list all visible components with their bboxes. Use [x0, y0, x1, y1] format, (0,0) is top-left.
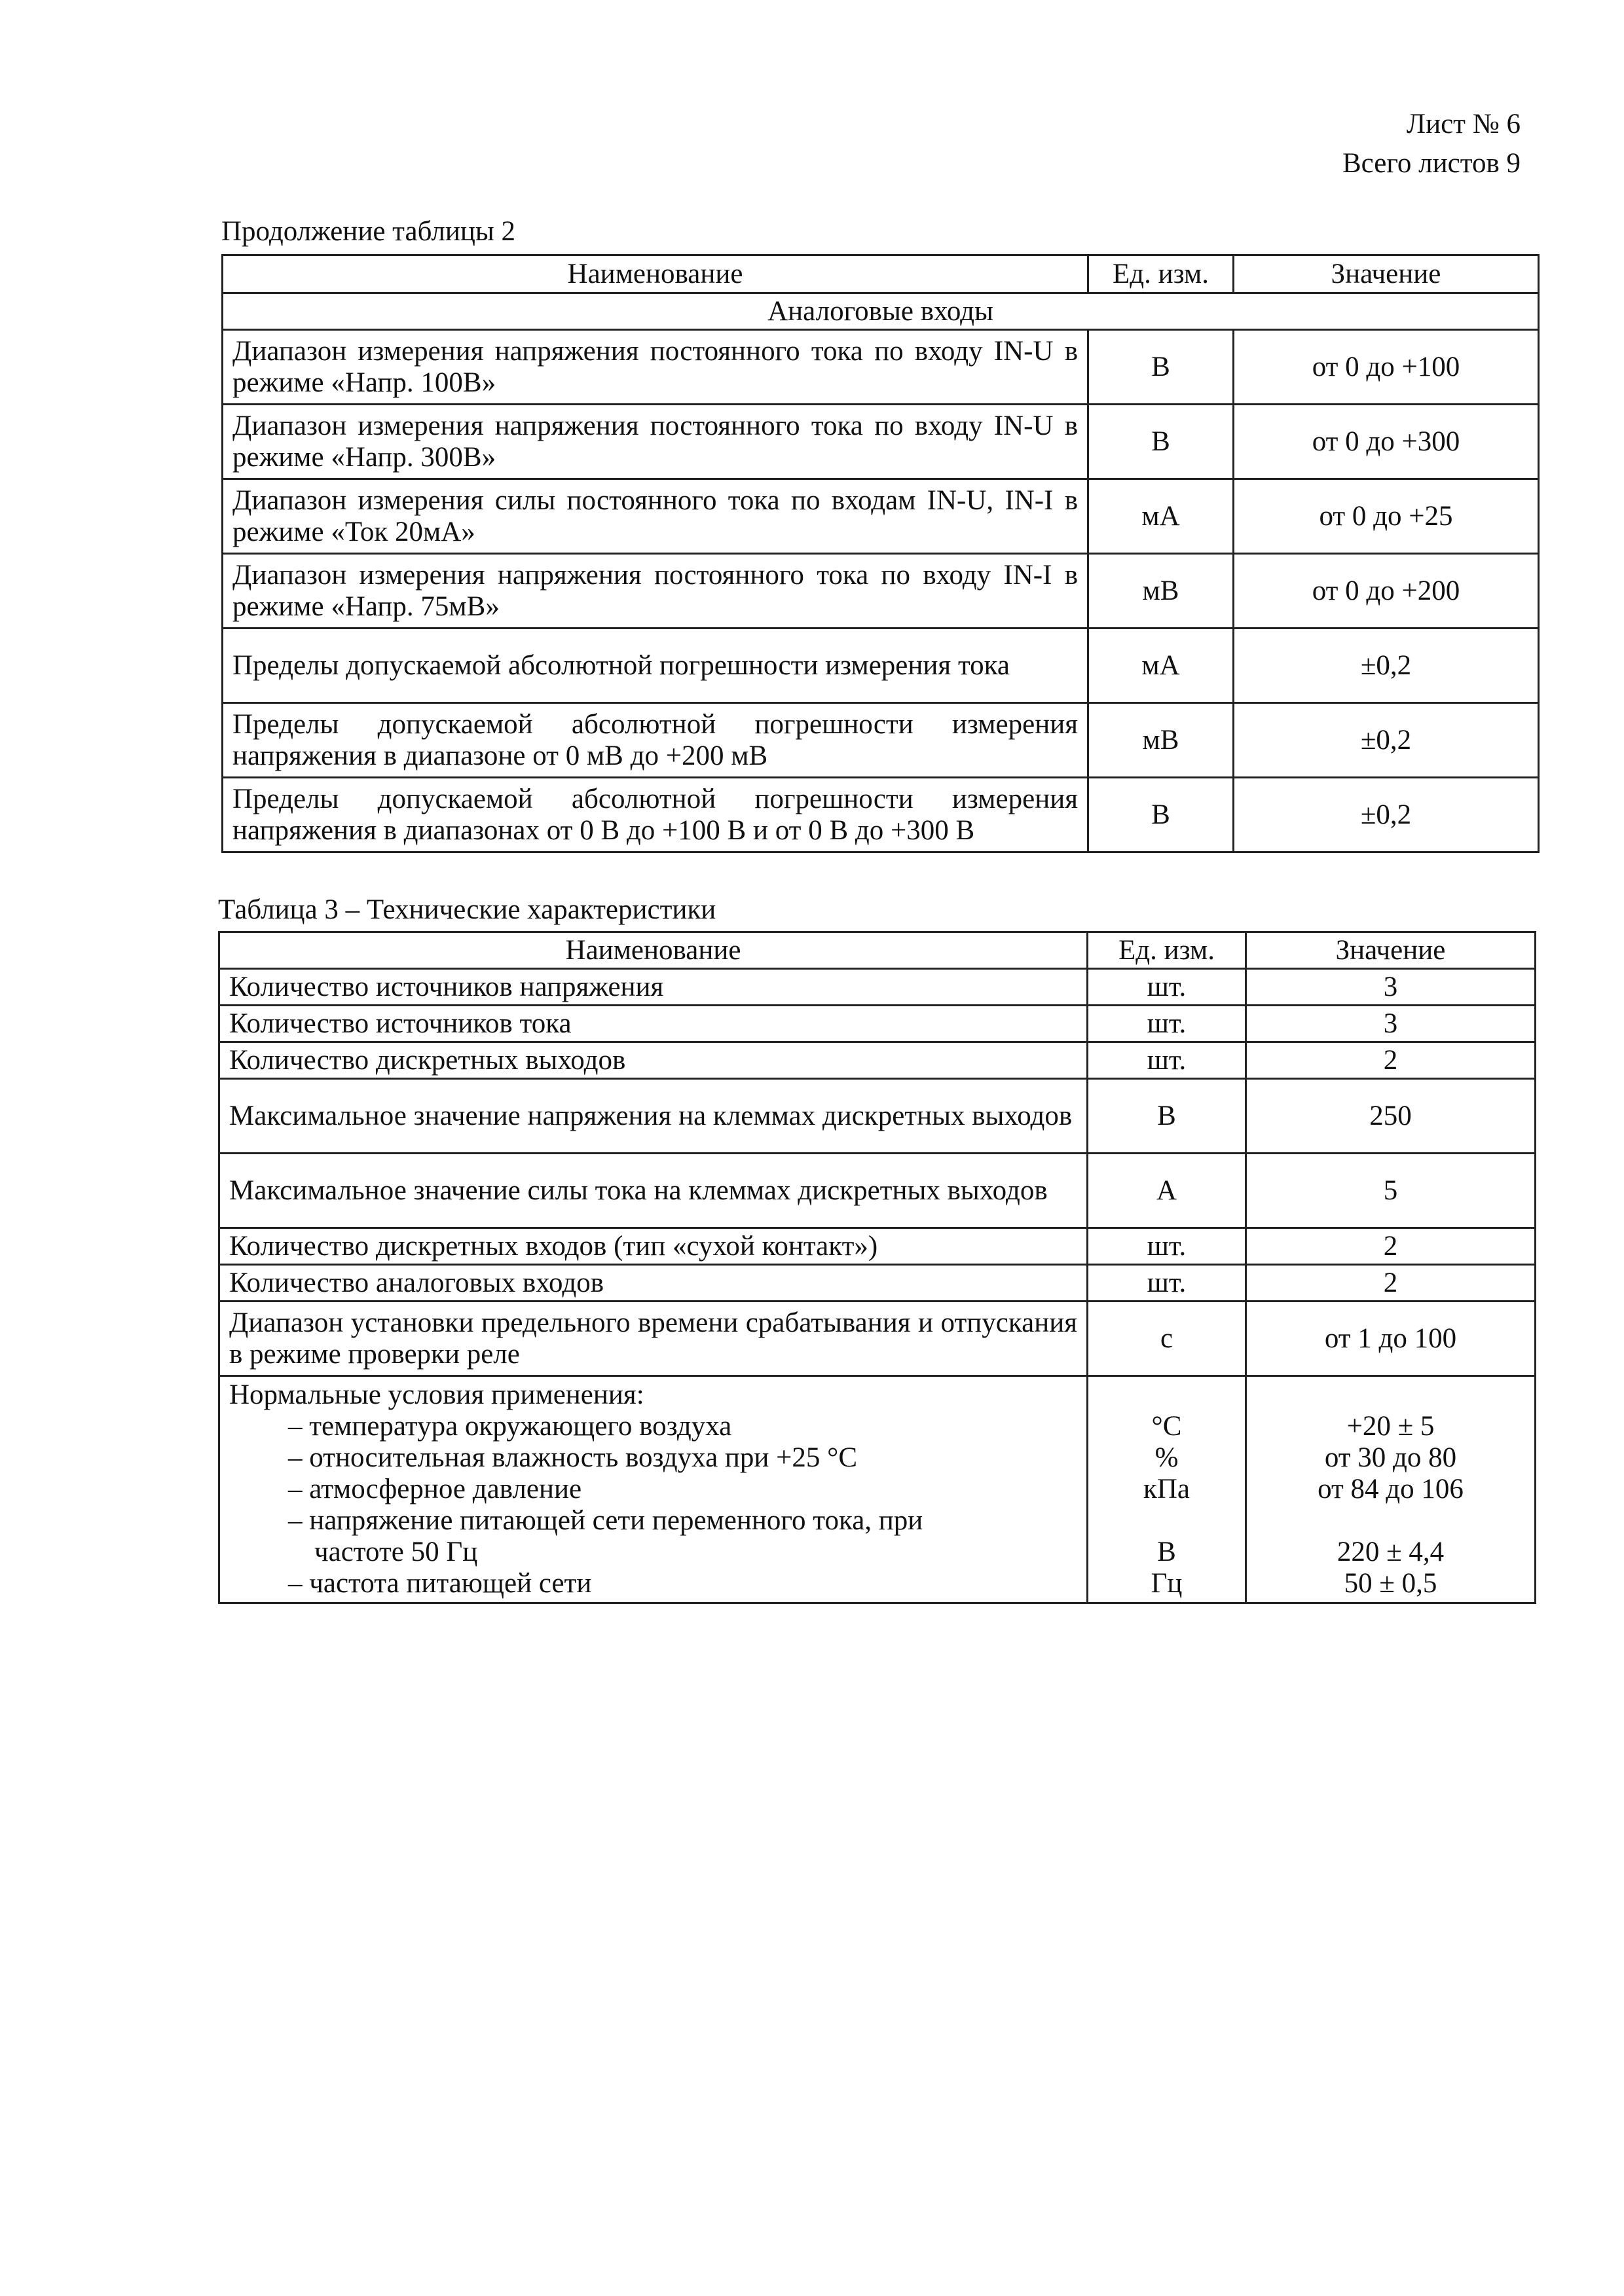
section-title: Аналоговые входы [223, 293, 1539, 330]
condition-temp-name: – температура окружающего воздуха [288, 1411, 732, 1442]
table-row [223, 479, 1539, 554]
table-row [223, 778, 1539, 852]
row-name: Диапазон измерения напряжения постоянного тока по входу IN-U в режиме «Напр. 100В» [223, 330, 1088, 405]
row-unit: шт. [1088, 1265, 1246, 1302]
conditions-values [1246, 1376, 1536, 1603]
row-value: 2 [1246, 1265, 1536, 1302]
condition-mains-voltage-unit: В [1157, 1537, 1176, 1567]
conditions-row [219, 1376, 1536, 1603]
page-header [1342, 105, 1521, 183]
sheet-total: Всего листов 9 [1342, 148, 1521, 179]
row-unit: мА [1088, 479, 1234, 554]
table-row [223, 554, 1539, 629]
row-name: Количество источников тока [219, 1006, 1088, 1042]
condition-humidity-value: от 30 до 80 [1324, 1442, 1457, 1473]
row-unit: А [1088, 1154, 1246, 1228]
row-value: 250 [1246, 1079, 1536, 1154]
row-value: 3 [1246, 1006, 1536, 1042]
row-value: 5 [1246, 1154, 1536, 1228]
row-unit: В [1088, 330, 1234, 405]
row-unit: В [1088, 405, 1234, 479]
row-value: 2 [1246, 1042, 1536, 1079]
sheet-number: Лист № 6 [1406, 109, 1521, 139]
table-row [219, 1042, 1536, 1079]
column-header-name: Наименование [219, 932, 1088, 969]
row-unit: мВ [1088, 703, 1234, 778]
condition-humidity-unit: % [1154, 1442, 1179, 1473]
table3 [218, 931, 1536, 1604]
conditions-names [219, 1376, 1088, 1603]
row-unit: мВ [1088, 554, 1234, 629]
row-name: Пределы допускаемой абсолютной погрешности измерения тока [223, 629, 1088, 703]
conditions-title: Нормальные условия применения: [229, 1379, 644, 1410]
row-value: от 0 до +25 [1234, 479, 1539, 554]
table-row [219, 1079, 1536, 1154]
condition-pressure-name: – атмосферное давление [288, 1474, 582, 1504]
row-value: ±0,2 [1234, 778, 1539, 852]
condition-mains-freq-name: – частота питающей сети [288, 1568, 592, 1599]
table-row [219, 1265, 1536, 1302]
conditions-units [1088, 1376, 1246, 1603]
table2 [221, 254, 1540, 853]
table2-caption: Продолжение таблицы 2 [221, 216, 516, 247]
row-name: Диапазон измерения напряжения постоянного тока по входу IN-U в режиме «Напр. 300В» [223, 405, 1088, 479]
row-value: 3 [1246, 969, 1536, 1006]
condition-pressure-value: от 84 до 106 [1318, 1474, 1464, 1504]
column-header-unit: Ед. изм. [1088, 932, 1246, 969]
table-row [223, 703, 1539, 778]
column-header-name: Наименование [223, 255, 1088, 293]
table3-header-row [219, 932, 1536, 969]
condition-pressure-unit: кПа [1143, 1474, 1190, 1504]
row-value: 2 [1246, 1228, 1536, 1265]
condition-mains-voltage-value: 220 ± 4,4 [1337, 1537, 1445, 1567]
table-row [219, 1228, 1536, 1265]
row-name: Количество дискретных входов (тип «сухой контакт») [219, 1228, 1088, 1265]
row-name: Количество аналоговых входов [219, 1265, 1088, 1302]
table-row [219, 1006, 1536, 1042]
row-unit: шт. [1088, 969, 1246, 1006]
row-value: ±0,2 [1234, 629, 1539, 703]
table-row [219, 1154, 1536, 1228]
condition-temp-unit: °С [1151, 1411, 1182, 1442]
table-row [223, 629, 1539, 703]
table-row [219, 969, 1536, 1006]
row-unit: В [1088, 778, 1234, 852]
row-unit: шт. [1088, 1042, 1246, 1079]
row-value: от 1 до 100 [1246, 1302, 1536, 1376]
row-unit: с [1088, 1302, 1246, 1376]
row-name: Максимальное значение напряжения на клеммах дискретных выходов [219, 1079, 1088, 1154]
row-name: Пределы допускаемой абсолютной погрешности измерения напряжения в диапазоне от 0 мВ до +200 мВ [223, 703, 1088, 778]
row-name: Пределы допускаемой абсолютной погрешности измерения напряжения в диапазонах от 0 В до +100 В и от 0 В до +300 В [223, 778, 1088, 852]
table-row [223, 405, 1539, 479]
row-value: от 0 до +300 [1234, 405, 1539, 479]
row-unit: В [1088, 1079, 1246, 1154]
condition-mains-freq-unit: Гц [1151, 1568, 1183, 1599]
row-value: от 0 до +200 [1234, 554, 1539, 629]
column-header-unit: Ед. изм. [1088, 255, 1234, 293]
row-value: ±0,2 [1234, 703, 1539, 778]
row-value: от 0 до +100 [1234, 330, 1539, 405]
table2-section-row [223, 293, 1539, 330]
row-unit: шт. [1088, 1006, 1246, 1042]
column-header-value: Значение [1246, 932, 1536, 969]
row-name: Количество источников напряжения [219, 969, 1088, 1006]
table2-header-row [223, 255, 1539, 293]
row-unit: мА [1088, 629, 1234, 703]
condition-mains-voltage-name-cont: частоте 50 Гц [314, 1537, 478, 1567]
condition-mains-freq-value: 50 ± 0,5 [1344, 1568, 1437, 1599]
column-header-value: Значение [1234, 255, 1539, 293]
condition-humidity-name: – относительная влажность воздуха при +25 °С [288, 1442, 858, 1473]
table-row [223, 330, 1539, 405]
row-name: Диапазон измерения силы постоянного тока по входам IN-U, IN-I в режиме «Ток 20мА» [223, 479, 1088, 554]
table3-caption: Таблица 3 – Технические характеристики [218, 894, 716, 925]
row-name: Количество дискретных выходов [219, 1042, 1088, 1079]
row-unit: шт. [1088, 1228, 1246, 1265]
row-name: Максимальное значение силы тока на клеммах дискретных выходов [219, 1154, 1088, 1228]
row-name: Диапазон установки предельного времени срабатывания и отпускания в режиме проверки реле [219, 1302, 1088, 1376]
condition-mains-voltage-name: – напряжение питающей сети переменного тока, при [288, 1505, 923, 1536]
row-name: Диапазон измерения напряжения постоянного тока по входу IN-I в режиме «Напр. 75мВ» [223, 554, 1088, 629]
table-row [219, 1302, 1536, 1376]
condition-temp-value: +20 ± 5 [1346, 1411, 1435, 1442]
